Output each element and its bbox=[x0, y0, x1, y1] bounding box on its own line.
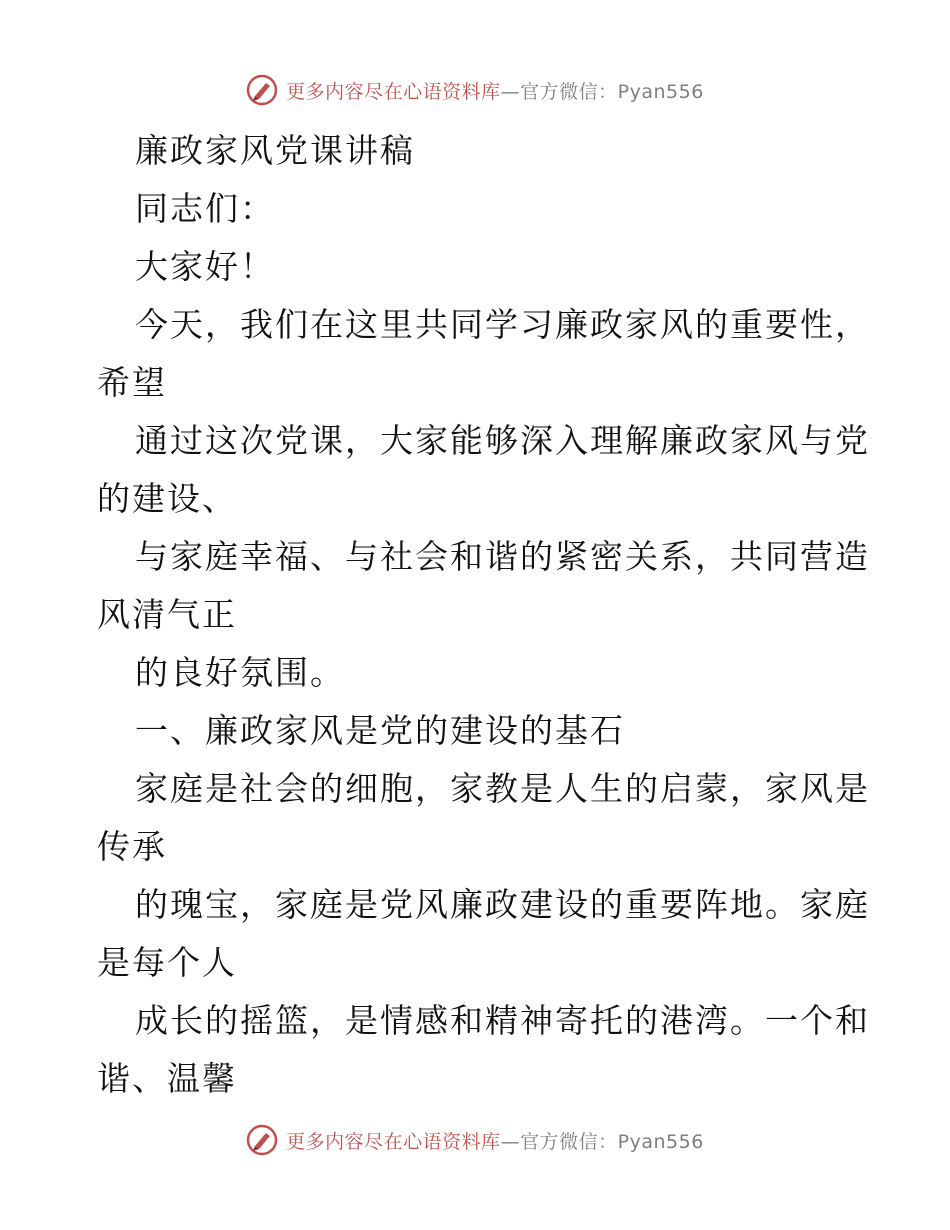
banner-prefix: 更多内容尽在心语资料库 bbox=[286, 1130, 501, 1153]
pen-logo-icon bbox=[246, 74, 278, 106]
paragraph-line: 是每个人 bbox=[97, 943, 237, 982]
paragraph-line: 希望 bbox=[97, 363, 167, 402]
document-body bbox=[97, 122, 870, 1108]
banner-separator: — bbox=[500, 80, 521, 103]
paragraph-line: 大家好！ bbox=[135, 247, 275, 286]
banner-text bbox=[286, 1127, 704, 1154]
paragraph-line: 谐、温馨 bbox=[97, 1059, 237, 1098]
header-banner bbox=[0, 72, 950, 108]
banner-wechat: 官方微信：Pyan556 bbox=[520, 80, 704, 103]
paragraph-line: 一、廉政家风是党的建设的基石 bbox=[135, 711, 625, 750]
banner-separator: — bbox=[500, 1130, 521, 1153]
paragraph-line: 的良好氛围。 bbox=[135, 653, 345, 692]
banner-prefix: 更多内容尽在心语资料库 bbox=[286, 80, 501, 103]
pen-logo-icon bbox=[246, 1124, 278, 1156]
paragraph-line: 通过这次党课，大家能够深入理解廉政家风与党 bbox=[135, 421, 870, 460]
paragraph-line: 传承 bbox=[97, 827, 167, 866]
paragraph-line: 风清气正 bbox=[97, 595, 237, 634]
paragraph-line: 家庭是社会的细胞，家教是人生的启蒙，家风是 bbox=[135, 769, 870, 808]
paragraph-line: 与家庭幸福、与社会和谐的紧密关系，共同营造 bbox=[135, 537, 870, 576]
paragraph-line: 成长的摇篮，是情感和精神寄托的港湾。一个和 bbox=[135, 1001, 870, 1040]
footer-banner bbox=[0, 1122, 950, 1158]
paragraph-line: 今天，我们在这里共同学习廉政家风的重要性， bbox=[135, 305, 870, 344]
paragraph-line: 廉政家风党课讲稿 bbox=[135, 131, 415, 170]
paragraph-line: 的建设、 bbox=[97, 479, 237, 518]
banner-text bbox=[286, 77, 704, 104]
paragraph-line: 的瑰宝，家庭是党风廉政建设的重要阵地。家庭 bbox=[135, 885, 870, 924]
paragraph-line: 同志们： bbox=[135, 189, 275, 228]
banner-wechat: 官方微信：Pyan556 bbox=[520, 1130, 704, 1153]
